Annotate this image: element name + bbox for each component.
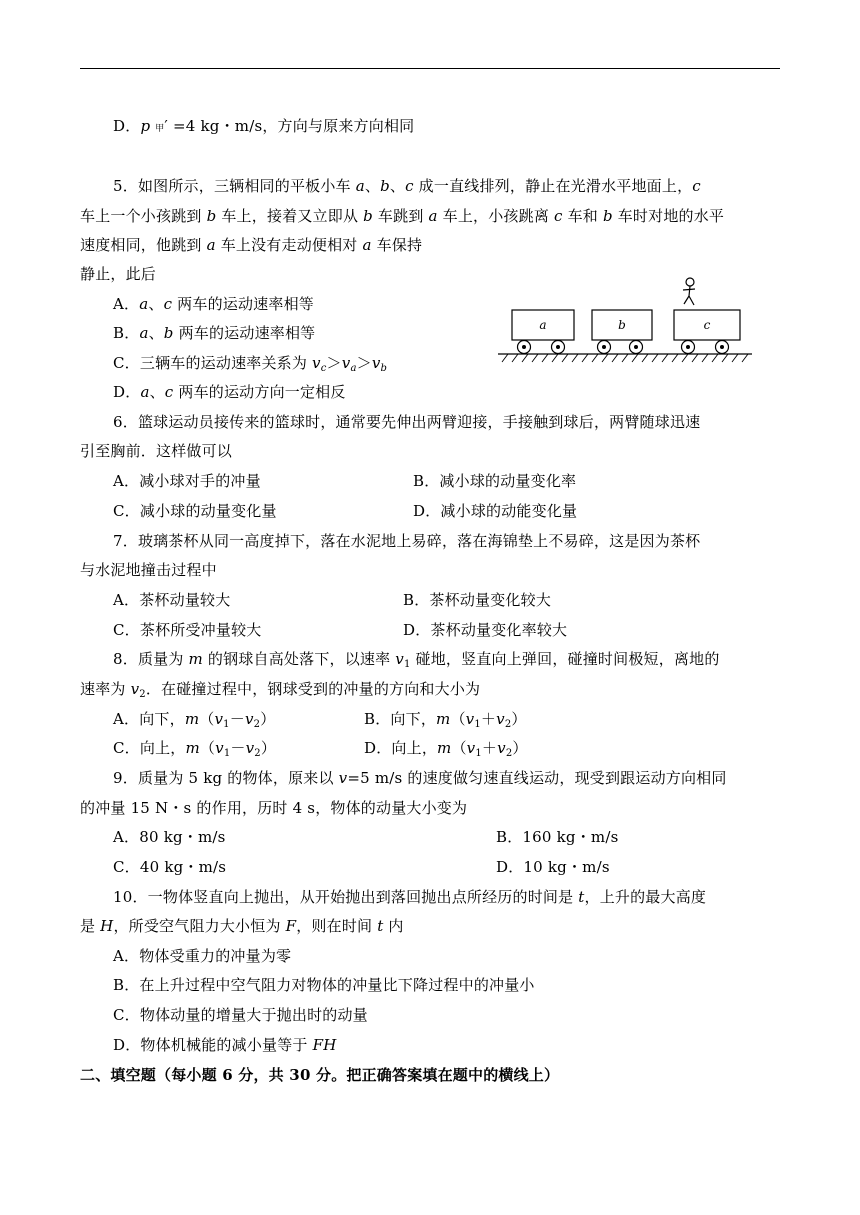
q10-option-b: B．在上升过程中空气阻力对物体的冲量比下降过程中的冲量小 (113, 976, 535, 994)
q10-stem-line-2: 是 H，所受空气阻力大小恒为 F，则在时间 t 内 (80, 917, 404, 935)
cart-b-label: b (618, 318, 626, 332)
q6-option-d: D．减小球的动能变化量 (413, 502, 578, 520)
q7-stem-line-2: 与水泥地撞击过程中 (80, 561, 217, 579)
header-rule (80, 68, 780, 69)
q5-option-b: B．a、b 两车的运动速率相等 (113, 324, 316, 342)
q8-stem-line-2: 速率为 $v_2$．在碰撞过程中，钢球受到的冲量的方向和大小为 (80, 680, 481, 700)
q8-option-d: D．向上，$m(v_1+v_2)$ (364, 739, 528, 759)
q5-option-c: C．三辆车的运动速率关系为 $v_c>v_a>v_b$ (113, 354, 388, 374)
q6-option-c: C．减小球的动量变化量 (113, 502, 277, 520)
q10-stem-line-1: 10．一物体竖直向上抛出，从开始抛出到落回抛出点所经历的时间是 t，上升的最大高度 (113, 888, 707, 906)
q6-stem-line-1: 6．篮球运动员接传来的篮球时，通常要先伸出两臂迎接，手接触到球后，两臂随球迅速 (113, 413, 701, 431)
three-carts-figure (494, 274, 756, 366)
q6-stem-line-2: 引至胸前．这样做可以 (80, 442, 233, 460)
q4-option-d: D．p 甲′ =4 kg・m/s，方向与原来方向相同 (113, 117, 415, 135)
q5-stem-line-1: 5．如图所示，三辆相同的平板小车 a、b、c 成一直线排列，静止在光滑水平地面上，c (113, 177, 701, 195)
q6-option-a: A．减小球对手的冲量 (113, 472, 261, 490)
q9-option-b: B．160 kg・m/s (496, 828, 619, 846)
cart-c-label: c (703, 318, 711, 332)
q8-option-b: B．向下，$m(v_1+v_2)$ (364, 710, 527, 730)
section-2-heading: 二、填空题（每小题 6 分，共 30 分。把正确答案填在题中的横线上） (80, 1066, 560, 1084)
q9-option-a: A．80 kg・m/s (113, 828, 226, 846)
q9-stem-line-2: 的冲量 15 N・s 的作用，历时 4 s，物体的动量大小变为 (80, 799, 468, 817)
q9-stem-line-1: 9．质量为 5 kg 的物体，原来以 v=5 m/s 的速度做匀速直线运动，现受到跟运动方向相同 (113, 769, 727, 787)
q5-stem-line-4: 静止，此后 (80, 265, 157, 283)
ground-hatching (502, 354, 748, 362)
q7-option-b: B．茶杯动量变化较大 (403, 591, 552, 609)
q6-option-b: B．减小球的动量变化率 (413, 472, 577, 490)
q10-option-a: A．物体受重力的冲量为零 (113, 947, 292, 965)
q8-stem-line-1: 8．质量为 m 的钢球自高处落下，以速率 $v_1$ 碰地，竖直向上弹回，碰撞时间极短，离地的 (113, 650, 720, 670)
q9-option-d: D．10 kg・m/s (496, 858, 610, 876)
q7-option-c: C．茶杯所受冲量较大 (113, 621, 262, 639)
q5-option-a: A．a、c 两车的运动速率相等 (113, 295, 314, 313)
cart-a-label: a (539, 318, 547, 332)
q8-option-a: A．向下，$m(v_1-v_2)$ (113, 710, 276, 730)
q7-option-d: D．茶杯动量变化率较大 (403, 621, 568, 639)
q7-option-a: A．茶杯动量较大 (113, 591, 231, 609)
q5-option-d: D．a、c 两车的运动方向一定相反 (113, 383, 346, 401)
child-body (683, 286, 695, 305)
q5-stem-line-2: 车上一个小孩跳到 b 车上，接着又立即从 b 车跳到 a 车上，小孩跳离 c 车和 b 车时对地的水平 (80, 207, 725, 225)
q10-option-d: D．物体机械能的减小量等于 FH (113, 1036, 337, 1054)
q10-option-c: C．物体动量的增量大于抛出时的动量 (113, 1006, 368, 1024)
q9-option-c: C．40 kg・m/s (113, 858, 227, 876)
q5-stem-line-3: 速度相同，他跳到 a 车上没有走动便相对 a 车保持 (80, 236, 423, 254)
q8-option-c: C．向上，$m(v_1-v_2)$ (113, 739, 277, 759)
q7-stem-line-1: 7．玻璃茶杯从同一高度掉下，落在水泥地上易碎，落在海锦垫上不易碎，这是因为茶杯 (113, 532, 701, 550)
child-head (686, 278, 694, 286)
